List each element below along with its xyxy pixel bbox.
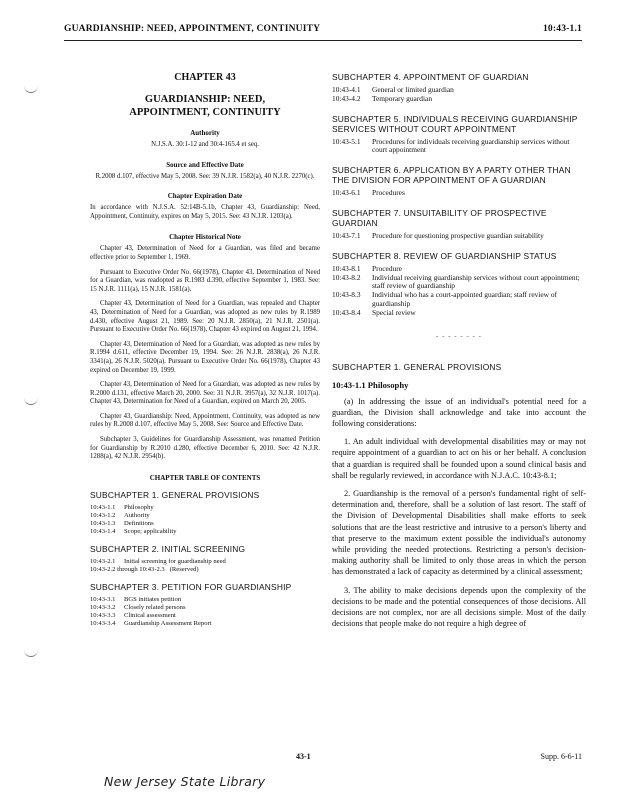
section-heading: 10:43-1.1 Philosophy xyxy=(332,379,409,390)
toc-subchapter-title: SUBCHAPTER 3. PETITION FOR GUARDIANSHIP xyxy=(90,581,292,592)
toc-item: 10:43-5.1 Procedures for individuals receiving guardianship services without court appointment xyxy=(332,136,570,155)
history-paragraph: Chapter 43, Determination of Need for a Guardian, was repealed and Chapter 43, Determination of Need for a Guardian, was adopted as new rules by R.1989 d.430, effective August 21, 1989. See: 20 N.J.R. 2850(a), 21 N.J.R. 2501(a). Pursuant to Executive Order No. 66(1978), Chapter 43 expired on August 21, 1994. xyxy=(90,300,320,334)
toc-subchapter-title: SUBCHAPTER 1. GENERAL PROVISIONS xyxy=(90,489,260,500)
toc-subchapter-title: SUBCHAPTER 7. UNSUITABILITY OF PROSPECTIVE GUARDIAN xyxy=(332,207,547,228)
body-paragraph: 3. The ability to make decisions depends upon the complexity of the decisions to be made and the potential consequences of those decisions. All decisions are not complex, nor are all decisions simple. Most of the daily decisions that people make do not require a high degree of xyxy=(332,585,586,629)
toc-item: 10:43-3.3 Clinical assessment xyxy=(90,611,176,619)
body-paragraph: 1. An adult individual with developmental disabilities may or may not require appointment of a guardian to act on his or her behalf. A conclusion that a guardian is required shall be founded upon a sound clinical basis and shall be regularly reviewed, in accordance with N.J.A.C. 10:43-8.1; xyxy=(332,437,586,480)
toc-item: 10:43-2.1 Initial screening for guardianship need xyxy=(90,557,226,565)
toc-item: 10:43-3.1 BGS initiates petition xyxy=(90,595,182,603)
history-paragraph: Chapter 43, Determination of Need for a Guardian, was filed and became effective prior to September 1, 1969. xyxy=(90,245,320,261)
left-column xyxy=(90,72,320,636)
authority-heading: Authority xyxy=(190,129,220,137)
toc-item: 10:43-8.1 Procedure xyxy=(332,263,402,273)
history-paragraph: Chapter 43, Determination of Need for a Guardian, was adopted as new rules by R.1994 d.611, effective December 19, 1994. See: 26 N.J.R. 2838(a), 26 N.J.R. 3341(a), 26 N.J.R. 5020(a). Pursuant to Executive Order No. 66(1978), Chapter 43 expired on December 19, 1999. xyxy=(90,340,320,374)
right-column xyxy=(332,72,586,636)
body-subchapter-title: SUBCHAPTER 1. GENERAL PROVISIONS xyxy=(332,361,502,372)
toc-item: 10:43-8.4 Special review xyxy=(332,307,416,317)
expiration-heading: Chapter Expiration Date xyxy=(167,192,243,201)
source-text: R.2008 d.107, effective May 5, 2008. See: 39 N.J.R. 1582(a), 40 N.J.R. 2270(c). xyxy=(95,172,315,180)
toc-item: 10:43-1.2 Authority xyxy=(90,511,150,519)
scan-mark xyxy=(24,648,38,657)
toc-subchapter-title: SUBCHAPTER 8. REVIEW OF GUARDIANSHIP STATUS xyxy=(332,250,557,261)
scan-mark xyxy=(24,396,38,405)
toc-item: 10:43-8.2 Individual receiving guardianship services without court appointment; staff review of guardianship xyxy=(332,272,580,291)
body-paragraph: (a) In addressing the issue of an individual's potential need for a guardian, the Division shall acknowledge and take into account the following considerations: xyxy=(332,396,586,428)
toc-list xyxy=(332,86,586,104)
scan-mark xyxy=(24,84,38,93)
running-header xyxy=(64,24,582,38)
chapter-number: CHAPTER 43 xyxy=(174,72,236,83)
library-stamp: New Jersey State Library xyxy=(104,774,266,789)
toc-item: 10:43-1.1 Philosophy xyxy=(90,503,154,511)
toc-list xyxy=(332,232,586,241)
running-header-title: GUARDIANSHIP: NEED, APPOINTMENT, CONTINUITY xyxy=(64,24,321,34)
toc-item: 10:43-1.3 Definitions xyxy=(90,519,154,527)
toc-heading: CHAPTER TABLE OF CONTENTS xyxy=(149,473,261,482)
toc-item: 10:43-2.2 through 10:43-2.3 (Reserved) xyxy=(90,565,199,573)
toc-item: 10:43-4.1 General or limited guardian xyxy=(332,85,454,94)
header-rule xyxy=(64,40,582,41)
toc-list xyxy=(90,558,320,574)
toc-subchapter-title: SUBCHAPTER 6. APPLICATION BY A PARTY OTHER THAN THE DIVISION FOR APPOINTMENT OF A GUARDIAN xyxy=(332,165,571,186)
toc-subchapter-title: SUBCHAPTER 4. APPOINTMENT OF GUARDIAN xyxy=(332,72,529,82)
authority-text: N.J.S.A. 30:1-12 and 30:4-165.4 et seq. xyxy=(151,141,259,148)
toc-item: 10:43-1.4 Scope; applicability xyxy=(90,527,177,535)
body-paragraph: 2. Guardianship is the removal of a person's fundamental right of self-determination and, therefore, shall be a solution of last resort. The staff of the Division of Developmental Disabilities shall make efforts to seek solutions that are the least restrictive and intrusive to a person's liberty and that preserve to the maximum extent possible the individual's autonomy while providing the needed protections. Restricting a person's decision-making authority shall be limited to only those areas in which the person has demonstrated a lack of capacity as determined by a clinical assessment; xyxy=(332,488,586,577)
toc-item: 10:43-6.1 Procedures xyxy=(332,188,405,198)
toc-list xyxy=(90,504,320,536)
chapter-title: GUARDIANSHIP: NEED, APPOINTMENT, CONTINUITY xyxy=(129,94,281,118)
section-divider: - - - - - - - - xyxy=(436,331,482,340)
history-paragraph: Chapter 43, Guardianship: Need, Appointment, Continuity, was adopted as new rules by R.2008 d.107, effective May 5, 2008. See: Source and Effective Date. xyxy=(90,412,320,429)
toc-item: 10:43-3.4 Guardianship Assessment Report xyxy=(90,619,212,627)
toc-item: 10:43-8.3 Individual who has a court-appointed guardian; staff review of guardianship xyxy=(332,290,557,308)
running-header-section: 10:43-1.1 xyxy=(542,24,582,34)
expiration-text: In accordance with N.J.S.A. 52:14B-5.1b, Chapter 43, Guardianship: Need, Appointment, Continuity, expires on May 5, 2015. See: 43 N.J.R. 1203(a). xyxy=(90,204,320,220)
supplement-date: Supp. 6-6-11 xyxy=(540,752,582,761)
toc-list xyxy=(332,265,586,318)
toc-item: 10:43-4.2 Temporary guardian xyxy=(332,93,433,103)
toc-item: 10:43-7.1 Procedure for questioning prospective guardian suitability xyxy=(332,230,544,240)
historical-note-heading: Chapter Historical Note xyxy=(169,233,241,242)
toc-list xyxy=(332,138,586,156)
history-paragraph: Subchapter 3, Guidelines for Guardianship Assessment, was renamed Petition for Guardianship by R.2010 d.280, effective December 6, 2010. See: 42 N.J.R. 1288(a), 42 N.J.R. 2954(b). xyxy=(90,436,320,461)
history-paragraph: Pursuant to Executive Order No. 66(1978), Chapter 43, Determination of Need for a Guardian, was readopted as R.1983 d.390, effective September 1, 1983. See: 15 N.J.R. 1111(a), 15 N.J.R. 1581(a). xyxy=(90,268,320,293)
toc-item: 10:43-3.2 Closely related persons xyxy=(90,603,186,611)
source-heading: Source and Effective Date xyxy=(166,160,244,169)
page-number: 43-1 xyxy=(296,752,311,761)
toc-list xyxy=(90,596,320,628)
history-paragraph: Chapter 43, Determination of Need for a Guardian, was adopted as new rules by R.2000 d.131, effective March 20, 2000. See: 31 N.J.R. 3957(a), 32 N.J.R. 1017(a). Chapter 43, Determination for Need of a Guardian, expired on March 20, 2005. xyxy=(90,381,320,406)
toc-subchapter-title: SUBCHAPTER 2. INITIAL SCREENING xyxy=(90,543,246,554)
toc-list xyxy=(332,189,586,198)
toc-subchapter-title: SUBCHAPTER 5. INDIVIDUALS RECEIVING GUARDIANSHIP SERVICES WITHOUT COURT APPOINTMENT xyxy=(332,113,578,134)
